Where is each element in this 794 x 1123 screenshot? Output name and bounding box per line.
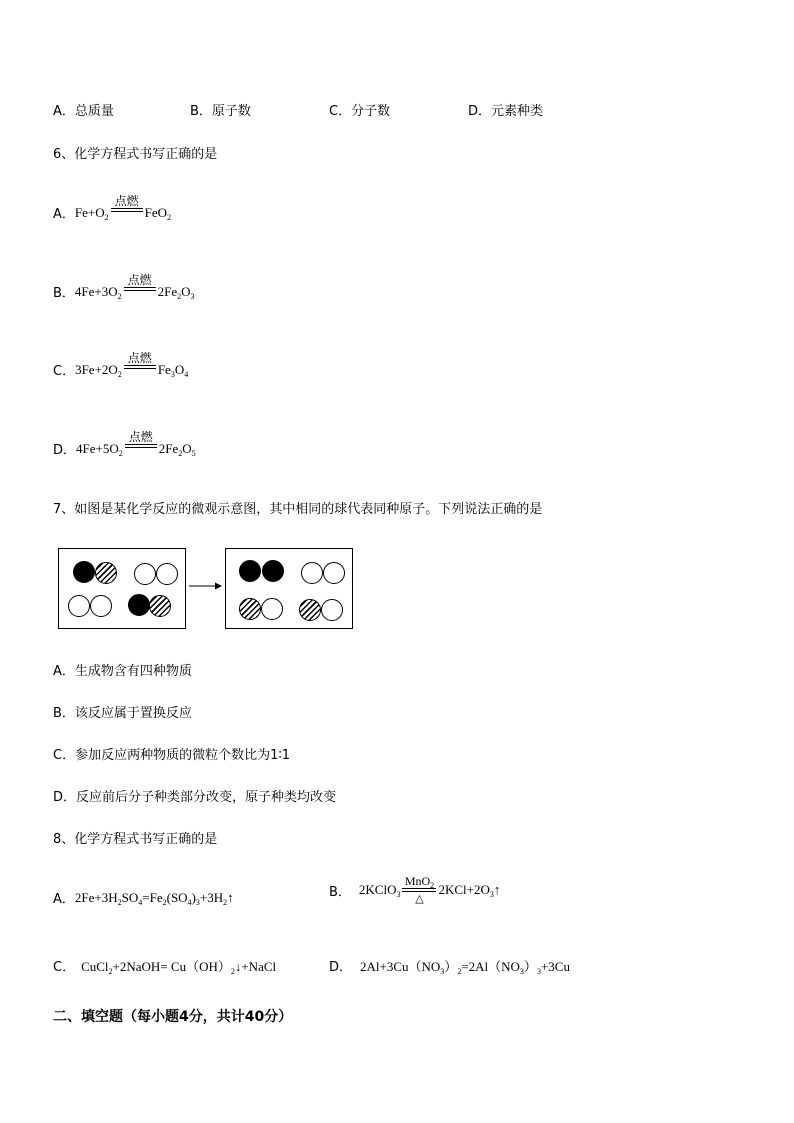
black-atom bbox=[262, 560, 284, 582]
reaction-condition: 点燃 bbox=[125, 431, 157, 448]
q8-option-d bbox=[329, 956, 570, 975]
option-prefix: D． bbox=[329, 960, 353, 975]
equation-right: $Fe_3O_4$ bbox=[157, 361, 189, 379]
equation-right: FeO$_2$ bbox=[144, 204, 172, 222]
q7-stem: 7、如图是某化学反应的微观示意图，其中相同的球代表同种原子。下列说法正确的是 bbox=[53, 502, 543, 517]
q7-option-d: D．反应前后分子种类部分改变，原子种类均改变 bbox=[53, 790, 337, 805]
option-prefix: A． bbox=[53, 892, 75, 907]
reactants-box bbox=[58, 548, 186, 629]
equation-left: $3Fe+2O_2$ bbox=[75, 361, 122, 379]
q8-stem: 8、化学方程式书写正确的是 bbox=[53, 832, 218, 847]
q8-option-c bbox=[53, 956, 276, 975]
reaction-condition: 点燃 bbox=[124, 352, 156, 369]
q5-option-c: C．分子数 bbox=[329, 104, 391, 119]
q7-option-a: A．生成物含有四种物质 bbox=[53, 664, 192, 679]
hatched-atom bbox=[149, 595, 171, 617]
reaction-condition: MnO$_2$ △ bbox=[402, 875, 436, 905]
reaction-arrow bbox=[188, 580, 224, 592]
hatched-atom bbox=[95, 562, 117, 584]
white-atom bbox=[321, 599, 343, 621]
equation: $2Fe+3H_2SO_4=Fe_2(SO_4)_3+3H_2↑$ bbox=[74, 889, 234, 907]
q8-option-b bbox=[329, 875, 500, 905]
q6-stem: 6、化学方程式书写正确的是 bbox=[53, 147, 218, 162]
q5-option-d: D．元素种类 bbox=[468, 104, 544, 119]
equation-left: $Fe+O_2$ bbox=[74, 204, 109, 222]
option-prefix: B． bbox=[53, 286, 75, 301]
equation-left: $4Fe+3O_2$ bbox=[74, 283, 122, 301]
products-box bbox=[225, 548, 353, 629]
option-prefix: C． bbox=[53, 960, 76, 975]
equation-left: $4Fe+5O_2$ bbox=[76, 440, 123, 458]
reaction-condition: 点燃 bbox=[124, 274, 156, 291]
q6-option-c bbox=[53, 351, 189, 379]
white-atom bbox=[323, 562, 345, 584]
equation-right: $2Fe_2O_3$ bbox=[157, 283, 195, 301]
section-title: 二、填空题（每小题4分，共计40分） bbox=[53, 1009, 293, 1025]
white-atom bbox=[156, 563, 178, 585]
white-atom bbox=[90, 595, 112, 617]
option-prefix: A． bbox=[53, 207, 75, 222]
q5-option-b: B．原子数 bbox=[190, 104, 251, 119]
hatched-atom bbox=[299, 599, 321, 621]
equation-right: $2KCl+2O_3↑$ bbox=[438, 882, 501, 899]
hatched-atom bbox=[239, 598, 261, 620]
option-prefix: B． bbox=[329, 884, 351, 900]
option-prefix: C． bbox=[53, 364, 76, 379]
black-atom bbox=[128, 594, 150, 616]
white-atom bbox=[68, 595, 90, 617]
black-atom bbox=[239, 560, 261, 582]
reaction-condition: 点燃 bbox=[111, 195, 143, 212]
equation: CuCl$_2$+2NaOH= $Cu(OH)_2↓+NaCl$ bbox=[81, 959, 277, 976]
q6-option-d bbox=[53, 430, 196, 458]
q6-option-a bbox=[53, 194, 172, 222]
q7-option-c: C．参加反应两种物质的微粒个数比为1∶1 bbox=[53, 748, 291, 763]
equation-right: $2Fe_2O_5$ bbox=[158, 440, 196, 458]
q6-option-b bbox=[53, 273, 195, 301]
white-atom bbox=[301, 562, 323, 584]
q5-option-a: A．总质量 bbox=[53, 104, 114, 119]
q7-option-b: B．该反应属于置换反应 bbox=[53, 706, 192, 721]
white-atom bbox=[134, 563, 156, 585]
black-atom bbox=[73, 561, 95, 583]
white-atom bbox=[261, 598, 283, 620]
q8-option-a bbox=[53, 888, 234, 907]
equation-left: 2KClO$_3$ bbox=[358, 882, 401, 899]
equation: $2Al+3Cu(NO_3)_2=2Al(NO_3)_3+3Cu$ bbox=[360, 959, 570, 976]
option-prefix: D． bbox=[53, 443, 77, 458]
